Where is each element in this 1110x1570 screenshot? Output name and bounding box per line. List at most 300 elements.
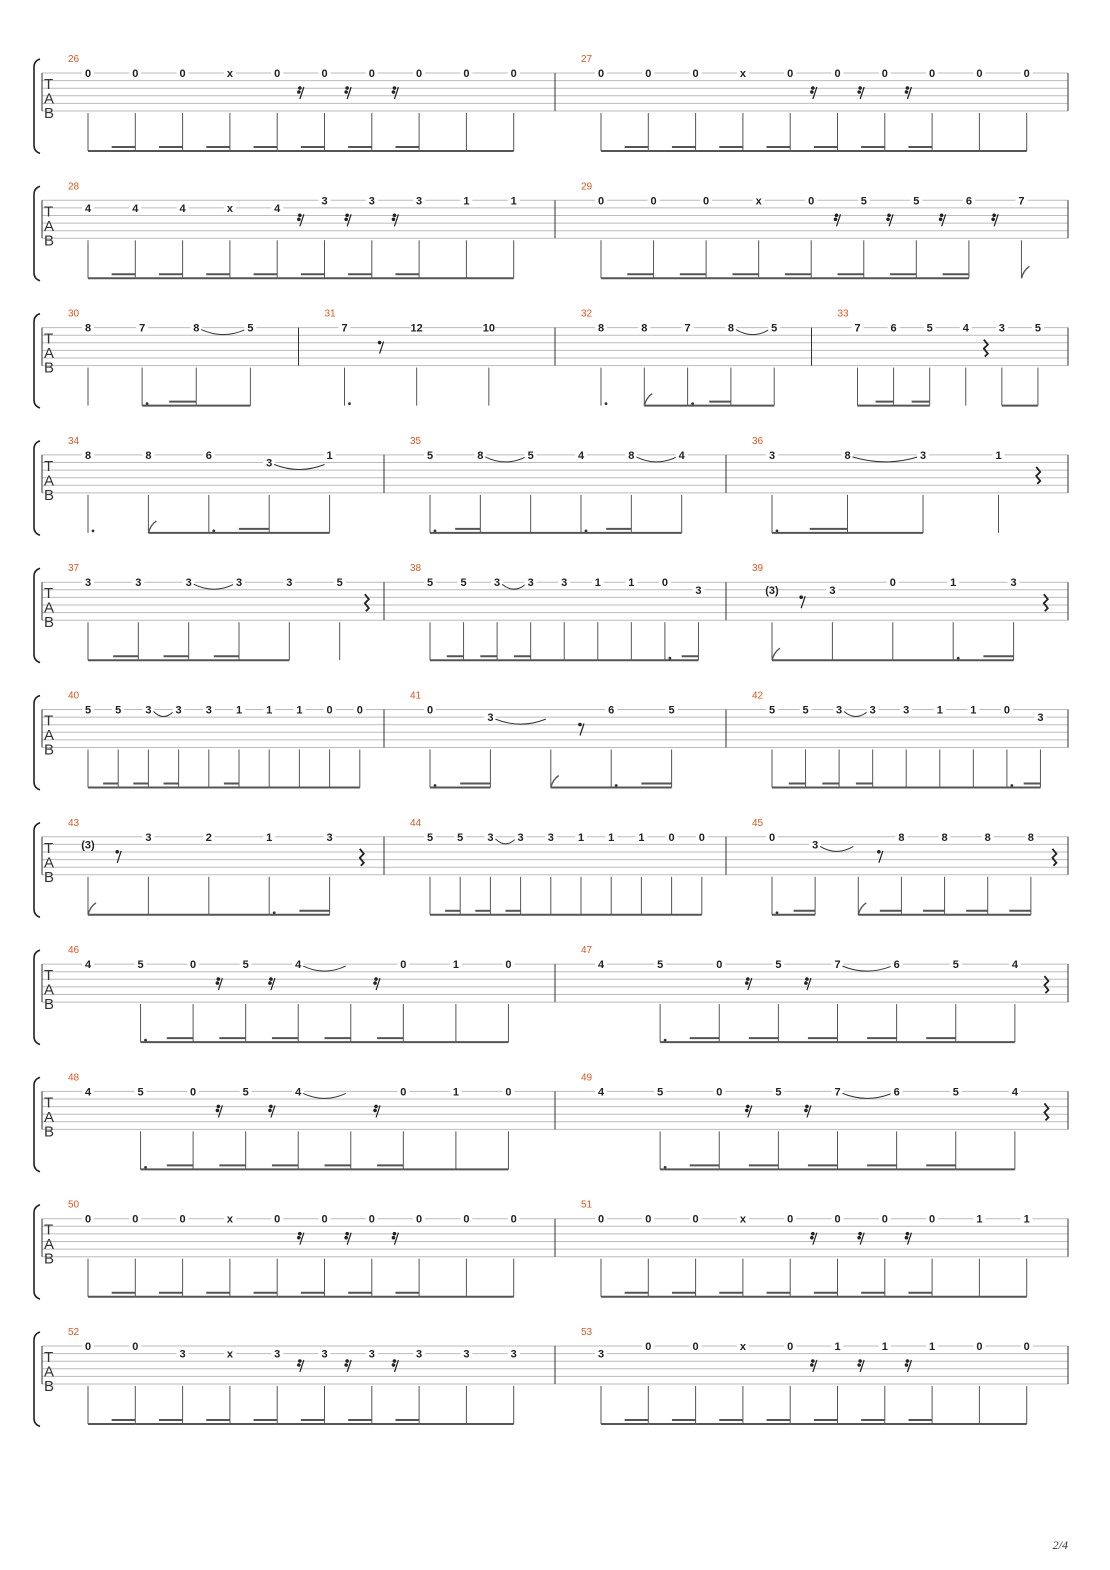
- dot: [776, 911, 779, 914]
- fret-number: 5: [775, 1086, 782, 1099]
- tie-arc: [853, 457, 919, 462]
- measure-number: 39: [752, 563, 764, 575]
- system-bracket: [34, 441, 40, 535]
- dot: [776, 530, 779, 533]
- fret-number: 0: [597, 68, 605, 80]
- system-bracket: [34, 59, 40, 153]
- fret-number: 7: [684, 322, 691, 335]
- fret-number: 0: [463, 68, 470, 80]
- fret-number: 5: [668, 704, 675, 717]
- tie-arc: [820, 846, 853, 851]
- rest-dot: [857, 1363, 861, 1367]
- measure-number: 41: [410, 690, 422, 702]
- measure-number: 26: [68, 54, 80, 65]
- rest-dot: [834, 218, 838, 222]
- rest-dot: [905, 1363, 909, 1367]
- tab-system: [34, 1327, 1068, 1426]
- tab-clef-letter: T: [44, 1349, 54, 1366]
- tab-clef-letter: B: [44, 1250, 55, 1268]
- fret-number: 4: [577, 449, 585, 462]
- rest-dot: [268, 1109, 272, 1113]
- rest-dot: [858, 86, 862, 90]
- fret-number: 5: [952, 1086, 959, 1099]
- fret-number: 3: [527, 577, 534, 590]
- rest-dot: [886, 218, 890, 222]
- fret-number: 0: [692, 1213, 699, 1226]
- fret-number: 6: [205, 449, 212, 462]
- fret-number: 3: [145, 704, 152, 717]
- fret-number: 3: [998, 322, 1005, 335]
- fret-number: 0: [1003, 704, 1010, 717]
- tie-arc: [303, 966, 346, 971]
- tab-clef-letter: B: [44, 741, 55, 759]
- fret-number: 5: [1034, 322, 1041, 335]
- tab-clef-letter: B: [44, 1123, 55, 1141]
- fret-number: 4: [295, 1086, 302, 1099]
- tab-clef-letter: B: [44, 359, 55, 377]
- rest-dot: [374, 977, 378, 981]
- dot: [273, 911, 276, 914]
- fret-number: 1: [235, 704, 243, 717]
- fret-number: 5: [242, 1086, 249, 1099]
- fret-number: 0: [400, 959, 407, 972]
- fret-number: 0: [400, 1086, 407, 1099]
- fret-number: 1: [638, 831, 645, 844]
- quarter-rest: [360, 849, 364, 866]
- system-bracket: [34, 823, 40, 917]
- rest-dot: [745, 1109, 749, 1113]
- fret-number: 5: [460, 577, 467, 590]
- fret-number: x: [739, 1341, 746, 1353]
- tab-system: [34, 1200, 1068, 1299]
- tab-clef-letter: A: [44, 90, 55, 108]
- page-number: 2/4: [1052, 1538, 1068, 1552]
- measure-number: 40: [68, 690, 80, 702]
- fret-number: 0: [768, 831, 776, 844]
- fret-number: 4: [132, 202, 139, 215]
- fret-number: (3): [81, 839, 95, 852]
- fret-number: 1: [970, 704, 977, 717]
- dot: [691, 402, 694, 405]
- fret-number: 3: [561, 577, 568, 590]
- fret-number: 4: [962, 322, 969, 335]
- fret-number: x: [226, 1213, 233, 1226]
- fret-number: 0: [132, 1213, 139, 1226]
- tab-clef-letter: A: [44, 727, 55, 744]
- rest-dot: [269, 1105, 273, 1109]
- fret-number: 0: [692, 1341, 699, 1353]
- fret-number: 5: [802, 704, 809, 717]
- tie-arc: [502, 584, 526, 589]
- note-flag: [88, 903, 96, 915]
- dot: [348, 402, 351, 405]
- rest-dot: [810, 90, 814, 94]
- rest-dot: [217, 1105, 221, 1109]
- tab-clef-letter: T: [44, 76, 54, 93]
- fret-number: 0: [321, 1213, 328, 1226]
- rest-dot: [804, 981, 808, 985]
- rest-dot: [378, 341, 382, 345]
- fret-number: x: [755, 195, 762, 208]
- fret-number: 0: [881, 1213, 888, 1226]
- fret-number: 3: [829, 584, 836, 597]
- fret-number: 6: [608, 704, 615, 717]
- fret-number: 1: [834, 1341, 841, 1353]
- dot: [144, 1039, 147, 1042]
- rest-dot: [392, 218, 396, 222]
- note-flag: [772, 648, 780, 660]
- fret-number: 3: [175, 704, 182, 717]
- rest-dot: [344, 218, 348, 222]
- fret-number: 8: [898, 831, 905, 844]
- fret-number: 0: [179, 68, 186, 80]
- fret-number: 0: [505, 959, 512, 972]
- tab-system: [34, 436, 1068, 535]
- fret-number: 4: [179, 202, 186, 215]
- fret-number: 0: [703, 195, 710, 208]
- fret-number: 3: [494, 577, 501, 590]
- fret-number: 0: [834, 68, 841, 80]
- measure-number: 28: [68, 181, 80, 193]
- fret-number: x: [226, 68, 233, 80]
- fret-number: 3: [836, 704, 843, 717]
- fret-number: 5: [247, 322, 254, 335]
- dot: [434, 784, 437, 787]
- fret-number: 4: [678, 449, 685, 462]
- fret-number: x: [739, 1213, 746, 1226]
- fret-number: 1: [266, 831, 273, 844]
- rest-dot: [297, 90, 301, 94]
- measure-number: 48: [68, 1072, 80, 1084]
- tab-system: [34, 1072, 1068, 1171]
- rest-dot: [393, 1359, 397, 1363]
- rest-dot: [392, 1363, 396, 1367]
- fret-number: 0: [368, 68, 375, 80]
- fret-number: 0: [808, 195, 815, 208]
- fret-number: 3: [903, 704, 910, 717]
- rest-dot: [799, 595, 803, 599]
- tie-arc: [843, 1093, 892, 1098]
- fret-number: 1: [929, 1341, 936, 1353]
- fret-number: 3: [547, 831, 554, 844]
- fret-number: 6: [965, 195, 972, 208]
- measure-number: 38: [410, 563, 422, 575]
- note-flag: [858, 903, 866, 915]
- fret-number: 7: [341, 322, 348, 335]
- fret-number: 5: [115, 704, 122, 717]
- tab-system: [34, 945, 1068, 1044]
- rest-dot: [578, 723, 582, 727]
- measure-number: 36: [752, 435, 764, 447]
- rest-dot: [393, 214, 397, 218]
- fret-number: 0: [274, 1213, 281, 1226]
- fret-number: 0: [426, 704, 434, 717]
- tab-system: [34, 691, 1068, 790]
- tab-clef-letter: B: [44, 1378, 55, 1395]
- fret-number: 1: [950, 577, 957, 590]
- fret-number: 5: [426, 831, 434, 844]
- note-flag: [644, 394, 652, 406]
- quarter-rest: [984, 340, 988, 357]
- fret-number: 0: [787, 1213, 794, 1226]
- rest-dot: [835, 214, 839, 218]
- measure-number: 51: [581, 1199, 593, 1211]
- fret-number: 0: [274, 68, 281, 80]
- system-bracket: [34, 1205, 40, 1299]
- fret-number: 0: [889, 577, 896, 590]
- fret-number: 3: [205, 704, 212, 717]
- tab-clef-letter: A: [44, 345, 55, 363]
- fret-number: 0: [1023, 1341, 1030, 1353]
- fret-number: 0: [929, 68, 936, 80]
- measure-number: 34: [68, 435, 80, 447]
- fret-number: 8: [193, 322, 200, 335]
- fret-number: 0: [326, 704, 333, 717]
- fret-number: 0: [416, 1213, 423, 1226]
- tab-system: [34, 309, 1068, 408]
- fret-number: 1: [326, 449, 333, 462]
- rest-dot: [857, 90, 861, 94]
- fret-number: 3: [416, 1348, 423, 1361]
- rest-dot: [887, 214, 891, 218]
- measure-number: 44: [410, 817, 422, 829]
- rest-dot: [393, 1232, 397, 1236]
- fret-number: 5: [860, 195, 867, 208]
- tab-clef-letter: T: [44, 330, 54, 348]
- fret-number: 3: [1037, 712, 1044, 725]
- measure-number: 47: [581, 945, 593, 957]
- fret-number: 3: [416, 195, 423, 208]
- fret-number: 0: [179, 1213, 186, 1226]
- fret-number: 0: [321, 68, 328, 80]
- fret-number: 0: [787, 68, 794, 80]
- measure-number: 52: [68, 1327, 80, 1338]
- tie-arc: [485, 457, 525, 462]
- tie-arc: [495, 719, 545, 724]
- fret-number: 1: [628, 577, 635, 590]
- rest-dot: [268, 981, 272, 985]
- rest-dot: [374, 1105, 378, 1109]
- measure-number: 35: [410, 435, 422, 447]
- measure-number: 33: [837, 308, 849, 320]
- fret-number: 5: [926, 322, 933, 335]
- tab-system: [34, 181, 1068, 280]
- rest-dot: [297, 1236, 301, 1240]
- fret-number: 5: [771, 322, 778, 335]
- fret-number: 3: [326, 831, 333, 844]
- fret-number: 0: [463, 1213, 470, 1226]
- rest-dot: [217, 977, 221, 981]
- rest-dot: [906, 1359, 910, 1363]
- fret-number: 0: [84, 1213, 92, 1226]
- fret-number: 5: [426, 449, 434, 462]
- fret-number: 5: [457, 831, 464, 844]
- fret-number: 4: [84, 202, 92, 215]
- tab-clef-letter: B: [44, 868, 55, 886]
- fret-number: 5: [768, 704, 776, 717]
- fret-number: 7: [139, 322, 146, 335]
- fret-number: 3: [321, 195, 328, 208]
- fret-number: 3: [321, 1348, 328, 1361]
- rest-dot: [345, 86, 349, 90]
- fret-number: 0: [597, 1213, 605, 1226]
- tab-clef-letter: T: [44, 967, 54, 985]
- fret-number: 0: [692, 68, 699, 80]
- fret-number: 8: [727, 322, 734, 335]
- tab-clef-letter: T: [44, 585, 54, 603]
- dot: [664, 1039, 667, 1042]
- fret-number: 1: [995, 449, 1002, 462]
- fret-number: 1: [452, 959, 459, 972]
- rest-dot: [811, 1232, 815, 1236]
- dot: [668, 657, 671, 660]
- fret-number: 5: [336, 577, 343, 590]
- dot: [1010, 784, 1013, 787]
- measure-number: 45: [752, 817, 764, 829]
- fret-number: 3: [510, 1348, 517, 1361]
- rest-dot: [810, 1363, 814, 1367]
- fret-number: 5: [952, 959, 959, 972]
- rest-dot: [297, 1363, 301, 1367]
- fret-number: 3: [695, 584, 702, 597]
- rest-dot: [345, 214, 349, 218]
- measure-number: 42: [752, 690, 764, 702]
- rest-dot: [991, 218, 995, 222]
- note-flag: [148, 521, 156, 533]
- fret-number: 0: [1023, 68, 1030, 80]
- measure-number: 46: [68, 945, 80, 957]
- fret-number: 7: [1018, 195, 1025, 208]
- fret-number: 3: [84, 577, 92, 590]
- tab-clef-letter: A: [44, 854, 55, 872]
- rest-dot: [906, 1232, 910, 1236]
- fret-number: 8: [145, 449, 152, 462]
- tab-system: [34, 818, 1068, 917]
- rest-dot: [939, 218, 943, 222]
- fret-number: 1: [452, 1086, 459, 1099]
- system-bracket: [34, 1077, 40, 1171]
- note-flag: [1021, 266, 1029, 278]
- fret-number: 0: [661, 577, 668, 590]
- dot: [434, 530, 437, 533]
- fret-number: 6: [893, 1086, 900, 1099]
- fret-number: 0: [510, 68, 517, 80]
- tie-arc: [303, 1093, 346, 1098]
- dot: [146, 402, 149, 405]
- fret-number: 3: [869, 704, 876, 717]
- fret-number: 1: [936, 704, 943, 717]
- quarter-rest: [1044, 976, 1048, 993]
- rest-dot: [345, 1232, 349, 1236]
- measure-number: 31: [324, 308, 336, 320]
- fret-number: 5: [657, 959, 664, 972]
- fret-number: 3: [135, 577, 142, 590]
- fret-number: 0: [645, 68, 652, 80]
- fret-number: 3: [185, 577, 192, 590]
- tie-arc: [844, 712, 868, 717]
- fret-number: 2: [205, 831, 212, 844]
- fret-number: 0: [716, 959, 723, 972]
- fret-number: 5: [913, 195, 920, 208]
- tie-arc: [736, 330, 769, 335]
- fret-number: 4: [84, 1086, 92, 1099]
- fret-number: 1: [296, 704, 303, 717]
- tie-arc: [274, 465, 324, 470]
- fret-number: 8: [84, 449, 92, 462]
- measure-number: 53: [581, 1327, 593, 1338]
- fret-number: 0: [190, 1086, 197, 1099]
- fret-number: 0: [645, 1341, 652, 1353]
- fret-number: 4: [1011, 1086, 1018, 1099]
- rest-dot: [940, 214, 944, 218]
- rest-dot: [906, 86, 910, 90]
- fret-number: 3: [368, 1348, 375, 1361]
- tab-clef-letter: A: [44, 1363, 55, 1381]
- tab-clef-letter: A: [44, 1108, 55, 1126]
- tab-clef-letter: A: [44, 472, 55, 490]
- quarter-rest: [1036, 467, 1040, 484]
- rest-dot: [877, 850, 881, 854]
- fret-number: 0: [929, 1213, 936, 1226]
- fret-number: x: [739, 68, 746, 80]
- rest-dot: [810, 1236, 814, 1240]
- fret-number: 3: [179, 1348, 186, 1361]
- fret-number: 5: [426, 577, 434, 590]
- rest-dot: [345, 1359, 349, 1363]
- tab-clef-letter: B: [44, 232, 55, 250]
- fret-number: x: [226, 1348, 233, 1361]
- fret-number: 3: [235, 577, 243, 590]
- tab-clef-letter: T: [44, 1221, 54, 1239]
- fret-number: 3: [919, 449, 927, 462]
- rest-dot: [393, 86, 397, 90]
- fret-number: 0: [597, 195, 605, 208]
- rest-dot: [392, 1236, 396, 1240]
- fret-number: 3: [597, 1348, 605, 1361]
- rest-dot: [858, 1359, 862, 1363]
- dot: [144, 1166, 147, 1169]
- fret-number: 5: [657, 1086, 664, 1099]
- measure-number: 30: [68, 308, 80, 320]
- rest-dot: [344, 90, 348, 94]
- rest-dot: [216, 981, 220, 985]
- system-bracket: [34, 950, 40, 1044]
- fret-number: 0: [976, 68, 983, 80]
- fret-number: 4: [597, 959, 605, 972]
- dot: [957, 657, 960, 660]
- fret-number: 4: [274, 202, 281, 215]
- fret-number: 1: [594, 577, 601, 590]
- fret-number: 0: [84, 68, 92, 80]
- tab-clef-letter: T: [44, 203, 54, 221]
- tab-clef-letter: A: [44, 599, 55, 617]
- rest-dot: [344, 1363, 348, 1367]
- measure-number: 32: [581, 308, 593, 320]
- fret-number: 0: [645, 1213, 652, 1226]
- fret-number: 3: [768, 449, 776, 462]
- fret-number: 5: [137, 1086, 144, 1099]
- rest-dot: [298, 1232, 302, 1236]
- tab-clef-letter: B: [44, 614, 55, 632]
- fret-number: 5: [527, 449, 534, 462]
- fret-number: 12: [410, 322, 423, 335]
- measure-number: 27: [581, 54, 593, 65]
- fret-number: 5: [84, 704, 92, 717]
- tab-clef-letter: B: [44, 996, 55, 1014]
- tab-clef-letter: T: [44, 457, 54, 475]
- fret-number: 4: [295, 959, 302, 972]
- fret-number: 3: [145, 831, 152, 844]
